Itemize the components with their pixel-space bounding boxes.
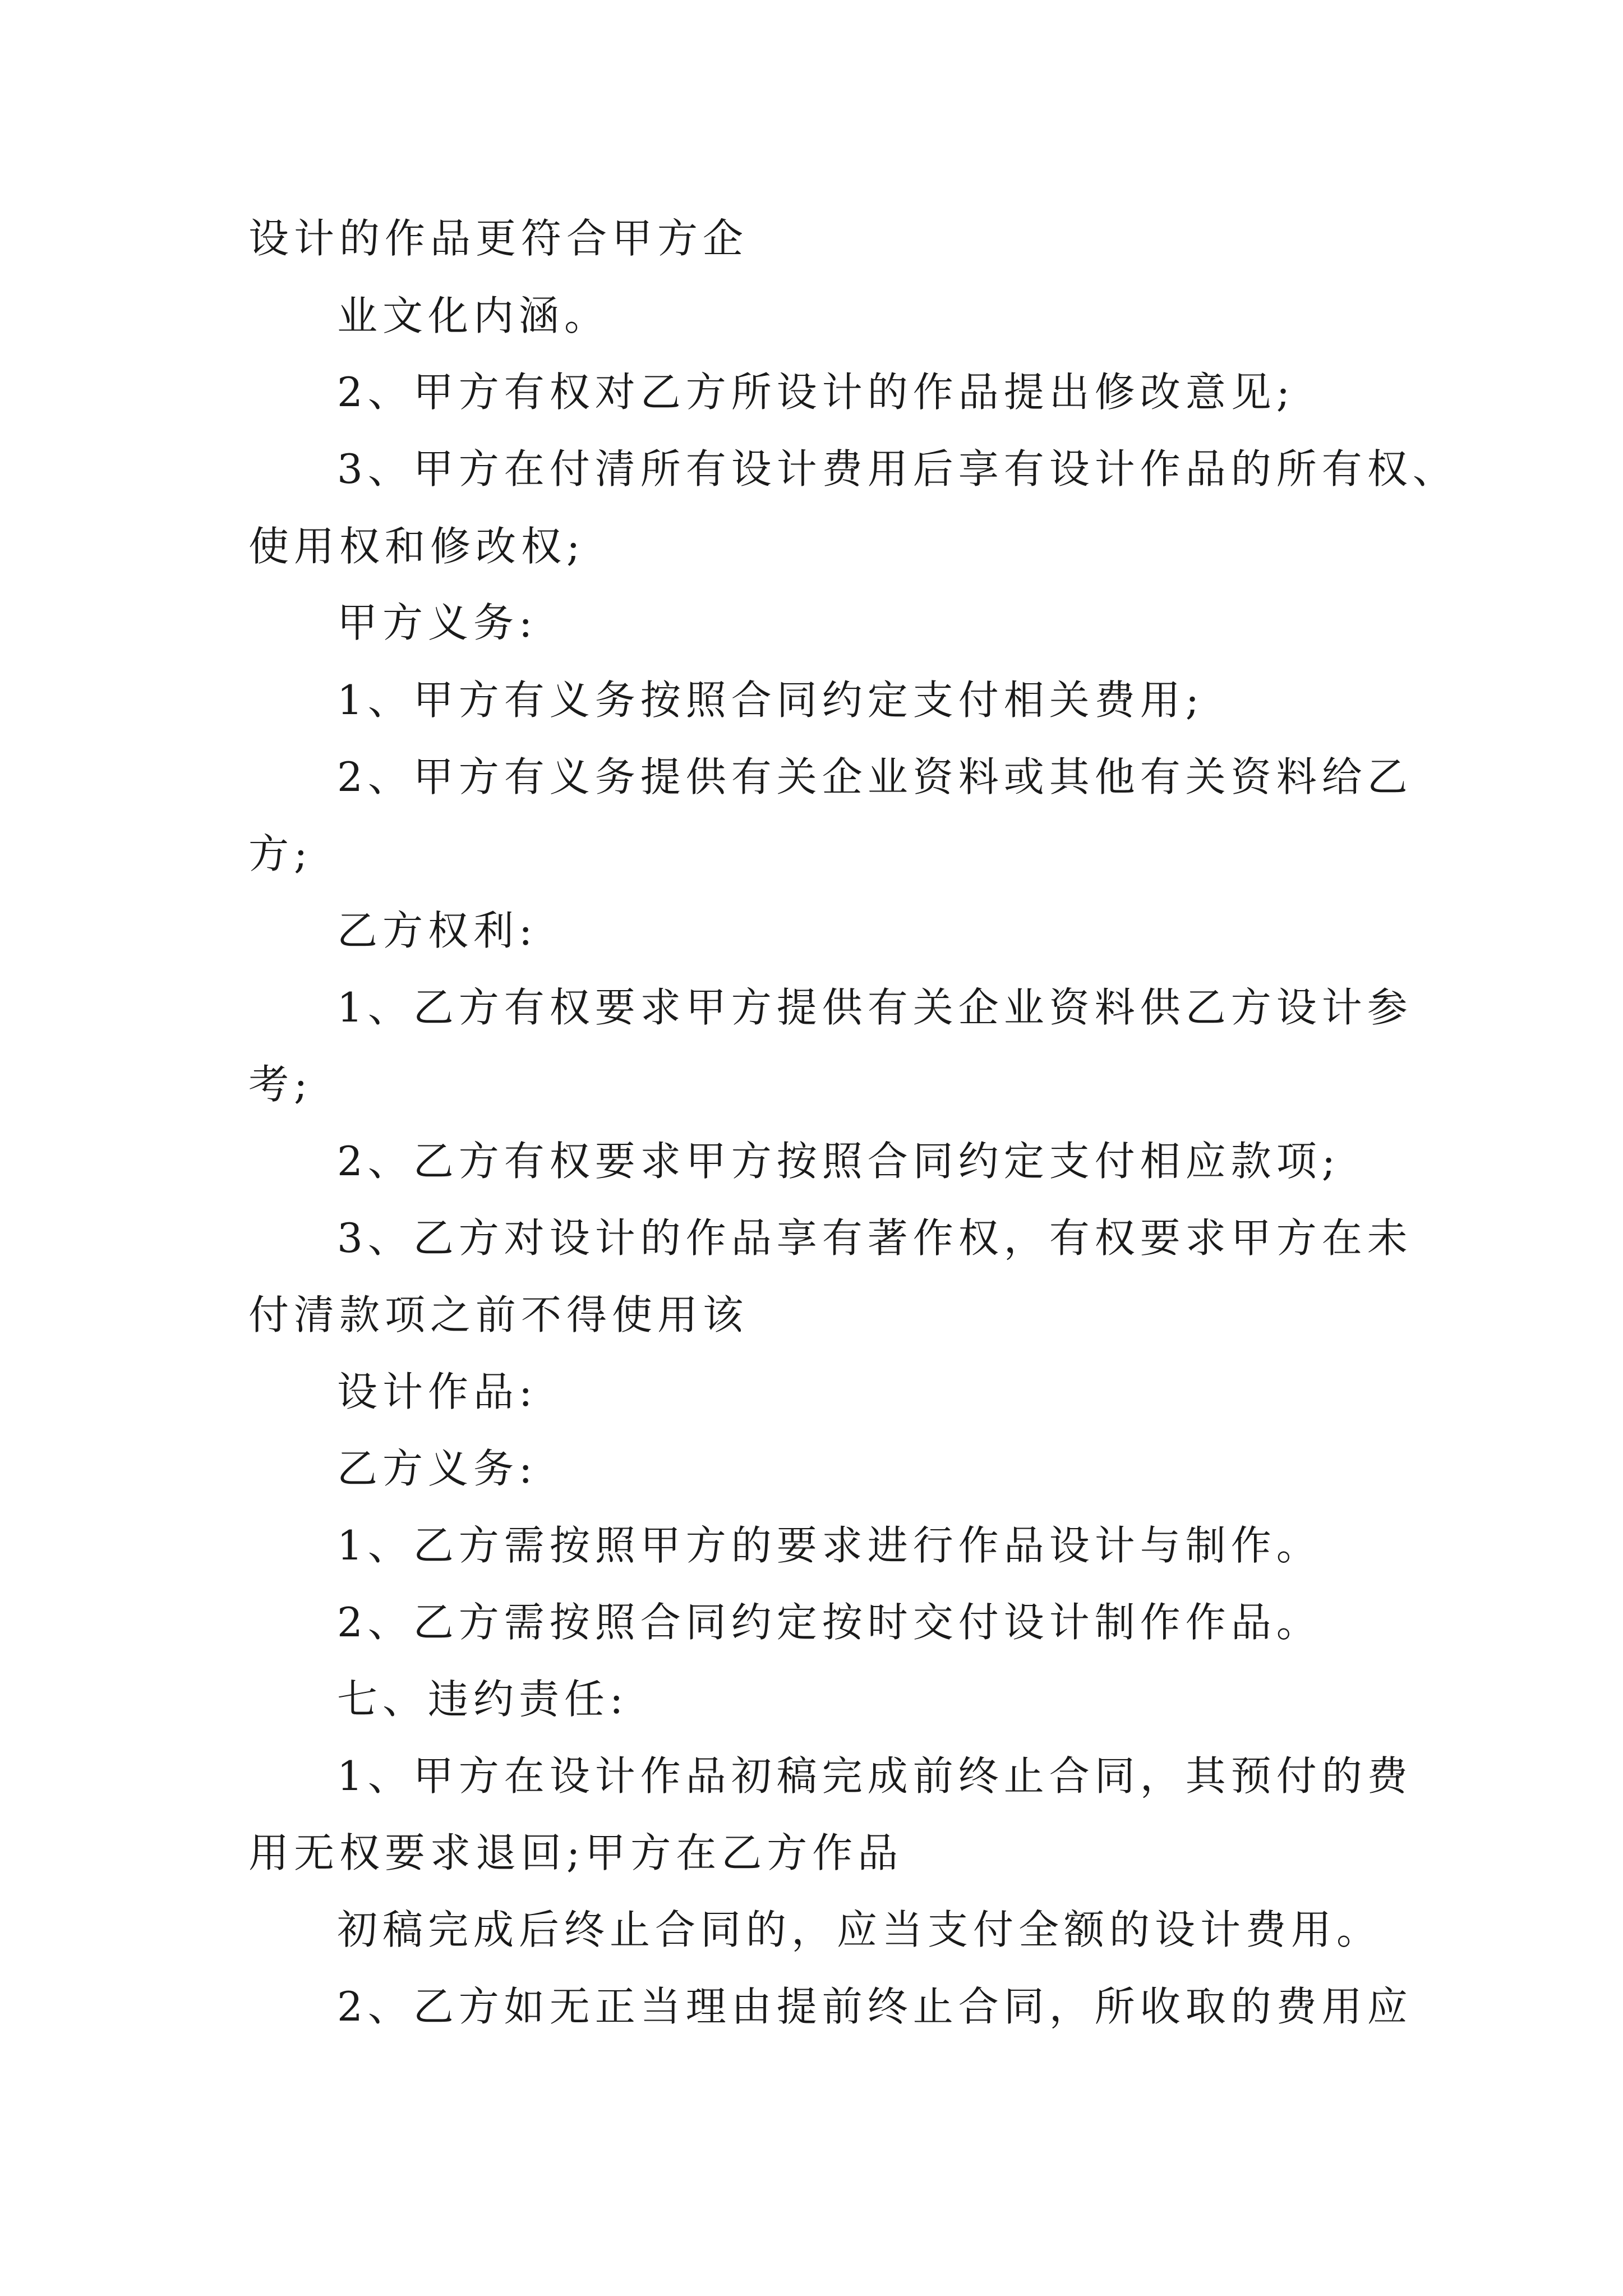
text-line: 1、乙方有权要求甲方提供有关企业资料供乙方设计参 (337, 984, 1413, 1031)
text-line: 1、甲方在设计作品初稿完成前终止合同，其预付的费 (337, 1752, 1413, 1800)
text-line: 设计的作品更符合甲方企 (248, 215, 749, 262)
text-line: 业文化内涵。 (337, 292, 610, 339)
text-line: 使用权和修改权; (248, 523, 585, 570)
text-line: 用无权要求退回;甲方在乙方作品 (248, 1829, 903, 1876)
text-line: 3、甲方在付清所有设计费用后享有设计作品的所有权、 (337, 445, 1458, 493)
text-line: 2、甲方有权对乙方所设计的作品提出修改意见; (337, 369, 1295, 416)
text-line: 甲方义务: (337, 599, 538, 646)
text-line: 2、乙方有权要求甲方按照合同约定支付相应款项; (337, 1138, 1341, 1185)
text-line: 2、乙方如无正当理由提前终止合同，所收取的费用应 (337, 1983, 1413, 2030)
text-line: 七、违约责任: (337, 1676, 629, 1723)
text-line: 乙方义务: (337, 1445, 538, 1492)
text-line: 设计作品: (337, 1368, 538, 1415)
text-line: 初稿完成后终止合同的，应当支付全额的设计费用。 (337, 1906, 1382, 1953)
text-line: 1、乙方需按照甲方的要求进行作品设计与制作。 (337, 1522, 1322, 1569)
text-line: 考; (248, 1061, 313, 1108)
text-line: 2、甲方有义务提供有关企业资料或其他有关资料给乙 (337, 753, 1413, 800)
text-line: 2、乙方需按照合同约定按时交付设计制作作品。 (337, 1599, 1322, 1646)
text-line: 方; (248, 830, 313, 877)
text-line: 付清款项之前不得使用该 (248, 1291, 749, 1338)
text-line: 乙方权利: (337, 907, 538, 954)
text-line: 3、乙方对设计的作品享有著作权，有权要求甲方在未 (337, 1214, 1413, 1262)
text-line: 1、甲方有义务按照合同约定支付相关费用; (337, 677, 1205, 724)
